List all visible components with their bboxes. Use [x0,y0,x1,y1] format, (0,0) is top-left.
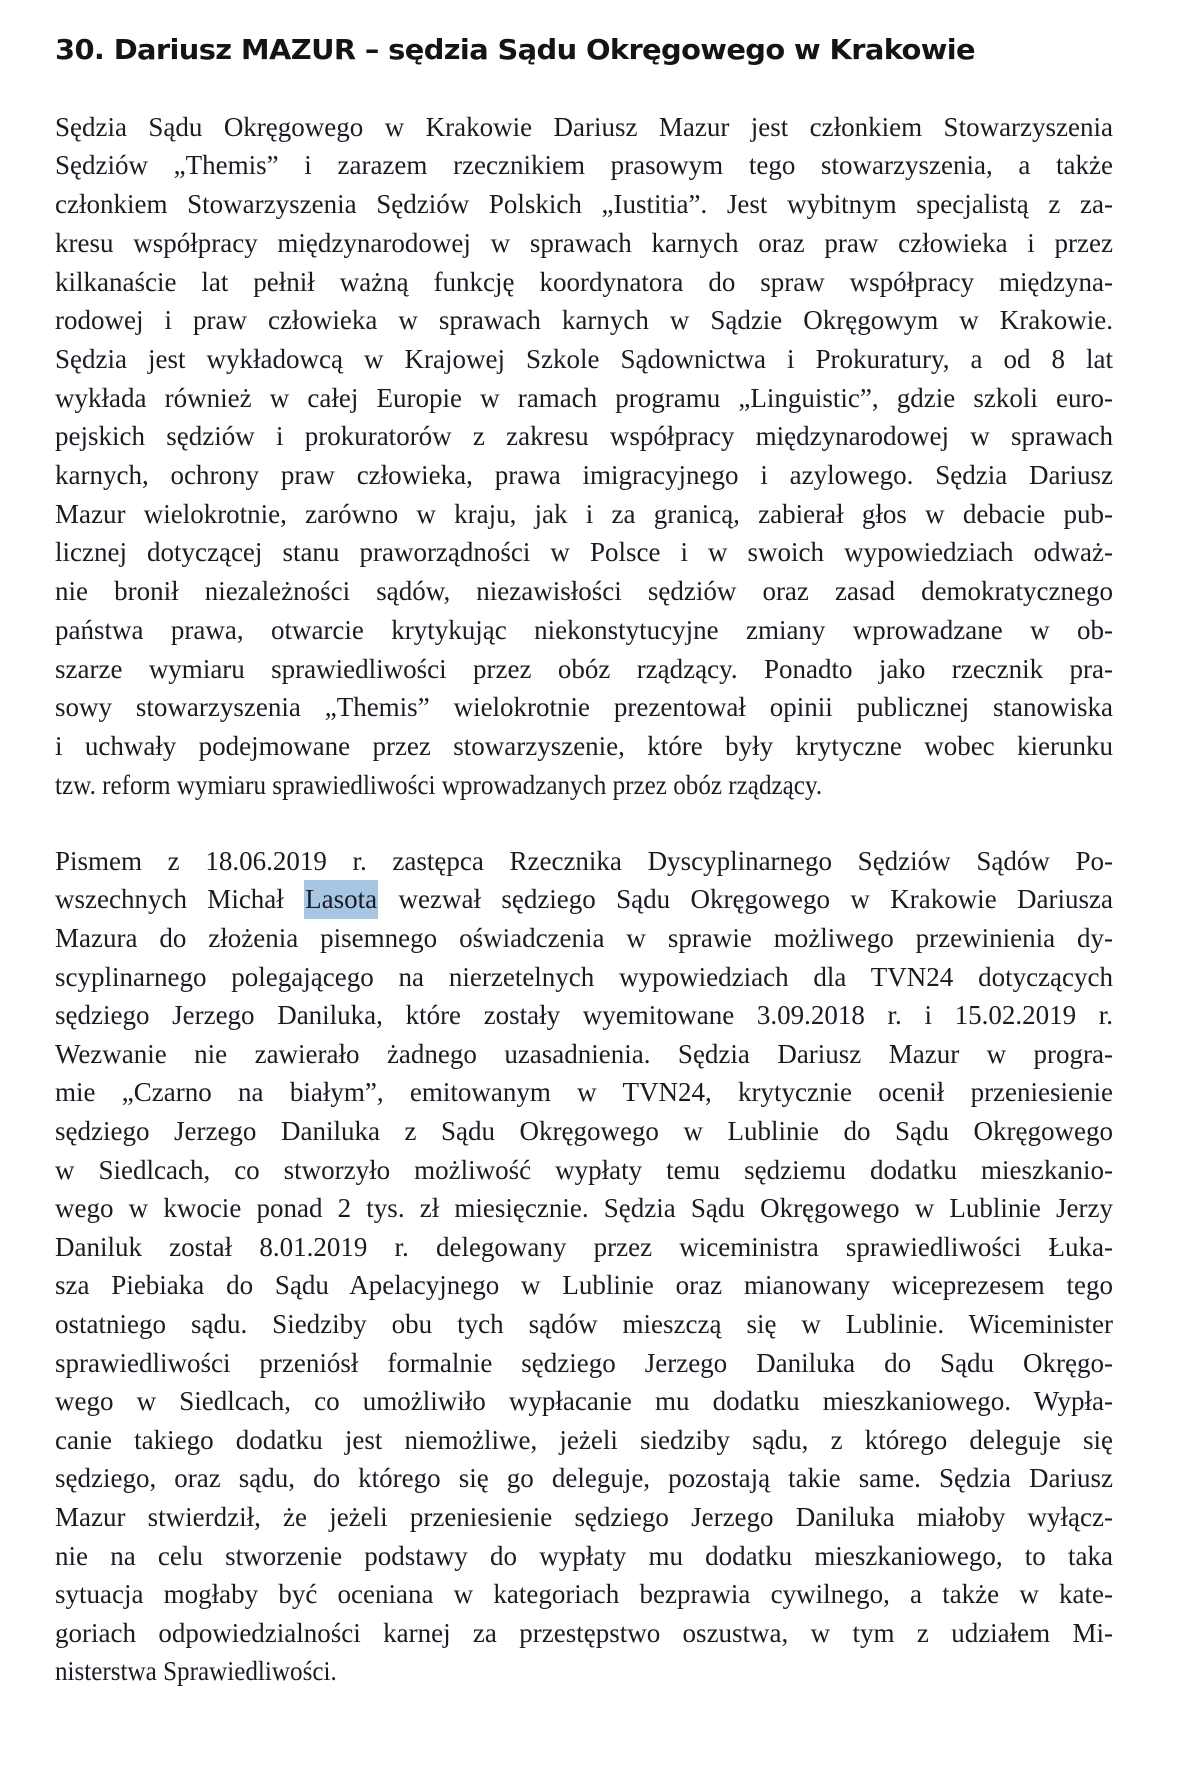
text-line: w Siedlcach, co stworzyło możliwość wypłaty temu sędziemu dodatku mieszkanio- [55,1154,1113,1185]
text-line: Sędzia jest wykładowcą w Krajowej Szkole Sądownictwa i Prokuratury, a od 8 lat [55,343,1113,374]
text-line: tzw. reform wymiaru sprawiedliwości wprowadzanych przez obóz rządzący. [55,769,823,800]
text-line: państwa prawa, otwarcie krytykując niekonstytucyjne zmiany wprowadzane w ob- [55,614,1113,645]
text-line: Mazur wielokrotnie, zarówno w kraju, jak i za granicą, zabierał głos w debacie pub- [55,498,1113,529]
text-line: rodowej i praw człowieka w sprawach karnych w Sądzie Okręgowym w Krakowie. [55,305,1113,336]
text-line: sytuacja mogłaby być oceniana w kategoriach bezprawia cywilnego, a także w kate- [55,1579,1113,1610]
text-line: karnych, ochrony praw człowieka, prawa imigracyjnego i azylowego. Sędzia Dariusz [55,460,1113,490]
text-line: licznej dotyczącej stanu praworządności w Polsce i w swoich wypowiedziach odważ- [55,537,1113,568]
text-line: scyplinarnego polegającego na nierzetelnych wypowiedziach dla TVN24 dotyczących [55,961,1113,992]
text-line: kresu współpracy międzynarodowej w sprawach karnych oraz praw człowieka i przez [55,227,1113,258]
text-line: pejskich sędziów i prokuratorów z zakresu współpracy międzynarodowej w sprawach [55,421,1113,452]
text-line: ostatniego sądu. Siedziby obu tych sądów mieszczą się w Lublinie. Wiceminister [55,1308,1113,1339]
text-line: Mazura do złożenia pisemnego oświadczenia w sprawie możliwego przewinienia dy- [55,922,1113,953]
text-line: Daniluk został 8.01.2019 r. delegowany przez wiceministra sprawiedliwości Łuka- [55,1231,1113,1262]
text-line: wszechnych Michał Lasota wezwał sędziego Sądu Okręgowego w Krakowie Dariusza [55,886,1113,925]
text-line: sprawiedliwości przeniósł formalnie sędziego Jerzego Daniluka do Sądu Okręgo- [55,1347,1113,1378]
text-line: Sędzia Sądu Okręgowego w Krakowie Dariusz Mazur jest członkiem Stowarzyszenia [55,111,1113,142]
text-line: canie takiego dodatku jest niemożliwe, jeżeli siedziby sądu, z którego deleguje się [55,1424,1113,1455]
text-line: kilkanaście lat pełnił ważną funkcję koordynatora do spraw współpracy międzyna- [55,266,1113,297]
text-line: sędziego, oraz sądu, do którego się go deleguje, pozostają takie same. Sędzia Dariusz [55,1463,1113,1494]
text-line: mie „Czarno na białym”, emitowanym w TVN24, krytycznie ocenił przeniesienie [55,1077,1113,1108]
text-line: Wezwanie nie zawierało żadnego uzasadnienia. Sędzia Dariusz Mazur w progra- [55,1038,1113,1069]
text-line: Sędziów „Themis” i zarazem rzecznikiem prasowym tego stowarzyszenia, a także [55,150,1113,181]
text-line: wego w kwocie ponad 2 tys. zł miesięcznie. Sędzia Sądu Okręgowego w Lublinie Jerzy [55,1193,1113,1224]
text-line: goriach odpowiedzialności karnej za przestępstwo oszustwa, w tym z udziałem Mi- [55,1617,1113,1648]
text-line: członkiem Stowarzyszenia Sędziów Polskich „Iustitia”. Jest wybitnym specjalistą z za- [55,189,1113,220]
text-line: sędziego Jerzego Daniluka, które zostały wyemitowane 3.09.2018 r. i 15.02.2019 r. [55,1000,1113,1031]
text-line: nisterstwa Sprawiedliwości. [55,1656,337,1687]
text-line: wykłada również w całej Europie w ramach programu „Linguistic”, gdzie szkoli euro- [55,382,1113,413]
text-line: szarze wymiaru sprawiedliwości przez obóz rządzący. Ponadto jako rzecznik pra- [55,653,1113,684]
text-line: i uchwały podejmowane przez stowarzyszenie, które były krytyczne wobec kierunku [55,730,1113,761]
text-line: sędziego Jerzego Daniluka z Sądu Okręgowego w Lublinie do Sądu Okręgowego [55,1115,1113,1146]
text-line: Pismem z 18.06.2019 r. zastępca Rzecznika Dyscyplinarnego Sędziów Sądów Po- [55,845,1113,876]
text-line: wego w Siedlcach, co umożliwiło wypłacanie mu dodatku mieszkaniowego. Wypła- [55,1386,1113,1417]
text-line: nie na celu stworzenie podstawy do wypłaty mu dodatku mieszkaniowego, to taka [55,1540,1113,1571]
highlighted-word[interactable]: Lasota [304,880,378,919]
text-line: Mazur stwierdził, że jeżeli przeniesienie sędziego Jerzego Daniluka miałoby wyłącz- [55,1501,1113,1532]
text-line: sowy stowarzyszenia „Themis” wielokrotnie prezentował opinii publicznej stanowiska [55,692,1113,723]
text-line: sza Piebiaka do Sądu Apelacyjnego w Lublinie oraz mianowany wiceprezesem tego [55,1270,1113,1301]
section-heading: 30. Dariusz MAZUR – sędzia Sądu Okręgowego w Krakowie [55,33,975,66]
text-line: nie bronił niezależności sądów, niezawisłości sędziów oraz zasad demokratycznego [55,576,1113,607]
